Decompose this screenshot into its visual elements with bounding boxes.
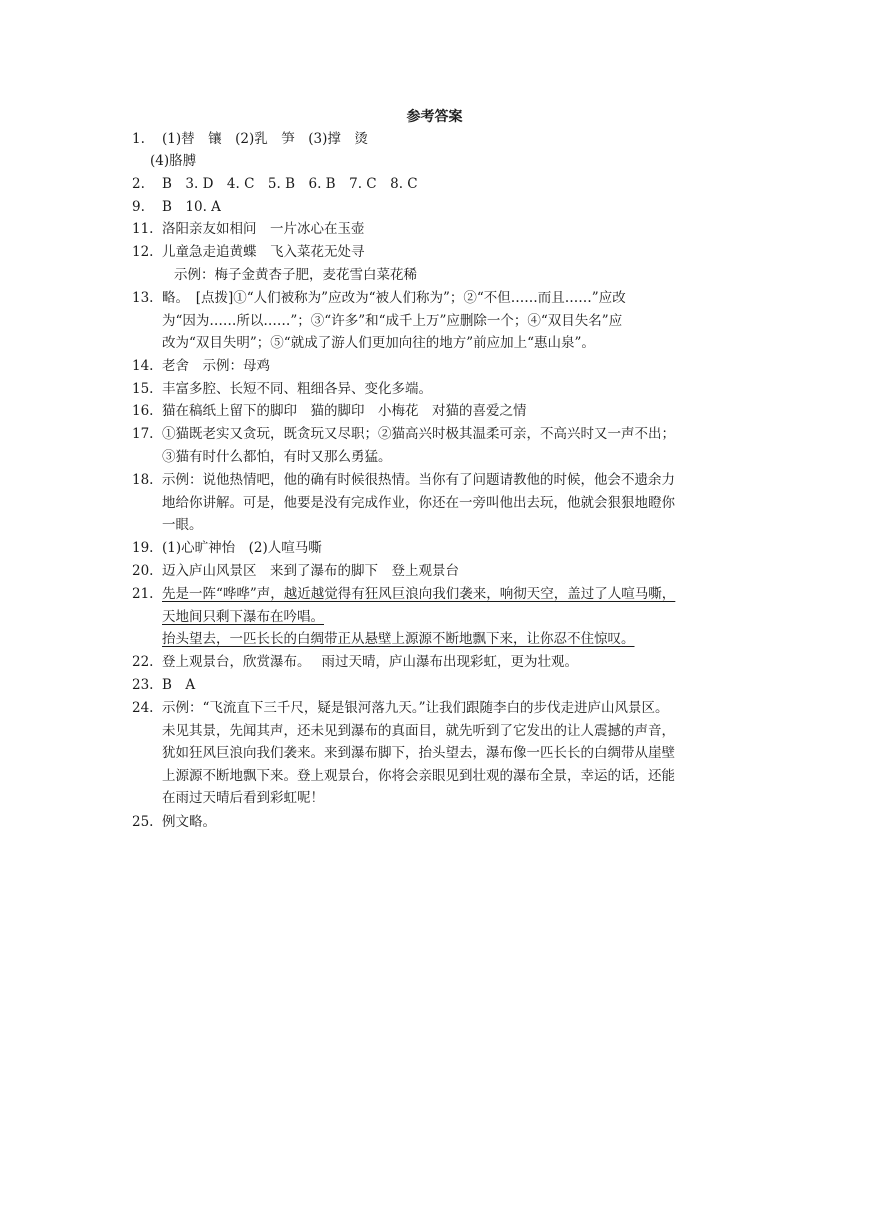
answer-text: 迈入庐山风景区 来到了瀑布的脚下 登上观景台: [162, 563, 459, 579]
answer-text-line: 改为“双目失明”；⑤“就成了游人们更加向往的地方”前应加上“惠山泉”。: [162, 335, 595, 352]
answer-text-line: ③猫有时什么都怕，有时又那么勇猛。: [162, 448, 392, 465]
answer-text-line: 地给你讲解。可是，他要是没有完成作业，你还在一旁叫他出去玩，他就会狠狠地瞪你: [162, 494, 675, 511]
answer-11: [132, 218, 742, 241]
answer-text: B A: [162, 677, 196, 693]
answer-16: [132, 400, 742, 423]
answer-number: 20.: [132, 563, 154, 579]
answer-18: [132, 469, 742, 537]
answer-text-line: 一眼。: [162, 517, 203, 534]
answer-number: 21.: [132, 586, 154, 602]
answer-13: [132, 287, 742, 355]
answer-number: 2.: [132, 176, 145, 192]
answer-12: [132, 241, 742, 264]
answer-text-line: 略。 [点拨]①“人们被称为”应改为“被人们称为”；②“不但……而且……”应改: [162, 290, 626, 306]
answer-text-line: 犹如狂风巨浪向我们袭来。来到瀑布脚下，抬头望去，瀑布像一匹长长的白绸带从崖壁: [162, 745, 675, 762]
answer-23: [132, 674, 742, 697]
answer-text: 儿童急走追黄蝶 飞入菜花无处寻: [162, 244, 365, 260]
answer-text-line: 上源源不断地飘下来。登上观景台，你将会亲眼见到壮观的瀑布全景，幸运的话，还能: [162, 767, 675, 784]
underlined-text-line: 天地间只剩下瀑布在吟唱。: [162, 608, 324, 625]
answer-text-line: 示例：说他热情吧，他的确有时候很热情。当你有了问题请教他的时候，他会不遗余力: [162, 472, 675, 488]
answer-text: B 10. A: [162, 199, 221, 215]
answer-24: [132, 697, 742, 810]
answer-number: 22.: [132, 654, 154, 670]
answer-text: (1)替 镶 (2)乳 笋 (3)撑 烫: [162, 131, 368, 147]
answer-text: 丰富多腔、长短不同、粗细各异、变化多端。: [162, 381, 432, 397]
answer-text-line: ①猫既老实又贪玩，既贪玩又尽职；②猫高兴时极其温柔可亲，不高兴时又一声不出；: [162, 426, 675, 442]
answer-21-underlined-sentence: 抬头望去，一匹长长的白绸带正从悬壁上源源不断地飘下来，让你忍不住惊叹。: [162, 631, 635, 647]
answer-number: 1.: [132, 131, 145, 147]
answer-2: [132, 173, 742, 196]
answer-text: (1)心旷神怡 (2)人喧马嘶: [162, 540, 322, 556]
answer-14: [132, 355, 742, 378]
answer-number: 12.: [132, 244, 154, 260]
answer-number: 11.: [132, 221, 154, 237]
answer-number: 13.: [132, 290, 154, 306]
answer-text: 例文略。: [162, 814, 216, 830]
answer-19: [132, 537, 742, 560]
answer-number: 14.: [132, 358, 154, 374]
answer-21: [132, 583, 742, 628]
answer-number: 19.: [132, 540, 154, 556]
page-title: 参考答案: [406, 109, 463, 125]
answer-number: 16.: [132, 403, 154, 419]
answer-number: 23.: [132, 677, 154, 693]
answer-number: 25.: [132, 814, 154, 830]
answer-text: 洛阳亲友如相问 一片冰心在玉壶: [162, 221, 365, 237]
answer-17: [132, 423, 742, 468]
answer-number: 9.: [132, 199, 145, 215]
answer-25: [132, 811, 742, 834]
answer-22: [132, 651, 742, 674]
answer-text-line: 示例：“飞流直下三千尺，疑是银河落九天。”让我们跟随李白的步伐走进庐山风景区。: [162, 700, 669, 716]
answer-text-line: 在雨过天晴后看到彩虹呢！: [162, 790, 324, 807]
answer-number: 24.: [132, 700, 154, 716]
answer-9: [132, 196, 742, 219]
answer-text: B 3. D 4. C 5. B 6. B 7. C 8. C: [162, 176, 418, 192]
answer-text: 猫在稿纸上留下的脚印 猫的脚印 小梅花 对猫的喜爱之情: [162, 403, 527, 419]
answer-15: [132, 378, 742, 401]
answer-20: [132, 560, 742, 583]
answer-number: 17.: [132, 426, 154, 442]
answer-1: [132, 128, 742, 151]
answer-number: 18.: [132, 472, 154, 488]
answer-1-continuation: (4)胳膊: [150, 153, 197, 169]
answer-text-line: 为“因为……所以……”；③“许多”和“成千上万”应删除一个；④“双目失名”应: [162, 312, 623, 329]
answer-text: 老舍 示例：母鸡: [162, 358, 270, 374]
underlined-text-line: 先是一阵“哗哗”声，越近越觉得有狂风巨浪向我们袭来，响彻天空，盖过了人喧马嘶，: [162, 586, 676, 602]
answer-text-line: 未见其景，先闻其声，还未见到瀑布的真面目，就先听到了它发出的让人震撼的声音，: [162, 722, 675, 739]
answer-12-example: 示例：梅子金黄杏子肥，麦花雪白菜花稀: [174, 267, 417, 283]
answer-text: 登上观景台，欣赏瀑布。 雨过天晴，庐山瀑布出现彩虹，更为壮观。: [162, 654, 579, 670]
answer-number: 15.: [132, 381, 154, 397]
